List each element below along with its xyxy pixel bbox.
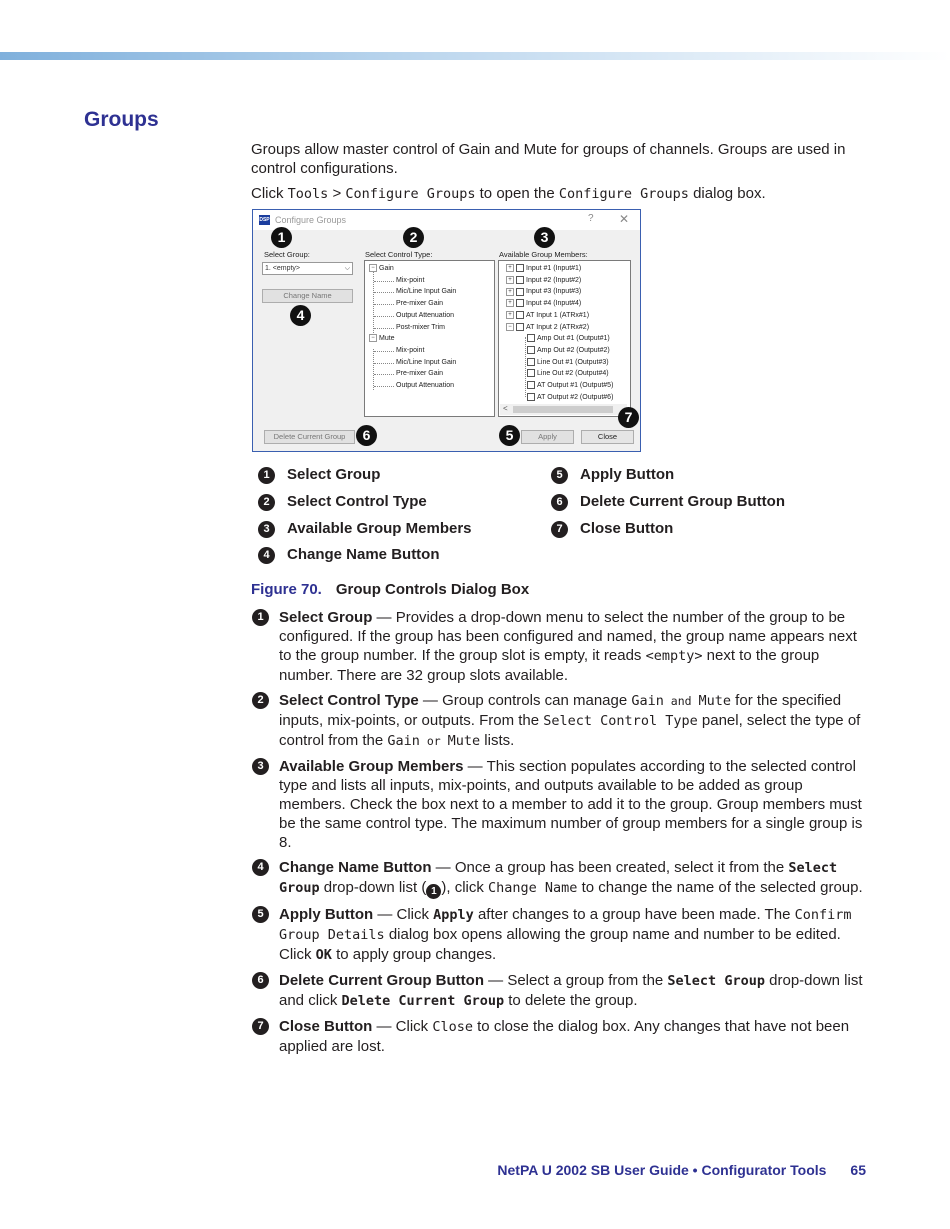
group-member-item[interactable] xyxy=(527,357,609,368)
select-group-value: 1. <empty> xyxy=(265,265,301,272)
app-icon: DSP xyxy=(259,217,270,223)
control-type-item[interactable] xyxy=(396,345,424,356)
control-type-label: Output Attenuation xyxy=(396,382,454,389)
group-member-item[interactable] xyxy=(506,322,589,333)
member-checkbox[interactable] xyxy=(527,346,535,354)
chevron-down-icon: ⌵ xyxy=(344,265,350,272)
expand-icon[interactable]: + xyxy=(506,276,514,284)
group-member-item[interactable] xyxy=(527,368,609,379)
description-3: 3 Available Group Members — This section populates according to the selected control type and lists all inputs, mix-points, and outputs available to be added as group members. Check the box next to a member to add it to the group. Group members must be the same control type. The maximum number of group members for a single group is 8. xyxy=(251,757,863,852)
callout-7: 7 xyxy=(618,407,639,428)
control-type-item[interactable] xyxy=(396,310,454,321)
control-type-label: Mic/Line Input Gain xyxy=(396,358,457,366)
figure-caption: Figure 70. Group Controls Dialog Box xyxy=(251,581,530,598)
change-name-button[interactable]: Change Name xyxy=(262,289,353,303)
delete-current-group-button[interactable]: Delete Current Group xyxy=(264,430,355,444)
collapse-icon[interactable]: − xyxy=(369,264,377,272)
expand-icon[interactable]: + xyxy=(506,288,514,296)
intro-paragraph-1: Groups allow master control of Gain and Mute for groups of channels. Groups are used in control configurations. xyxy=(251,141,846,177)
member-checkbox[interactable] xyxy=(516,323,524,331)
control-type-item[interactable] xyxy=(396,286,456,297)
group-member-label: AT Input 2 (ATRx#2) xyxy=(526,323,590,331)
control-type-label: Mic/Line Input Gain xyxy=(396,288,457,296)
member-checkbox[interactable] xyxy=(516,264,524,272)
configure-groups-dialog xyxy=(252,209,641,452)
legend-item-4: 4 Change Name Button xyxy=(258,546,440,564)
header-gradient-bar xyxy=(0,52,950,60)
expand-icon[interactable]: + xyxy=(506,264,514,272)
control-type-item[interactable] xyxy=(396,298,443,309)
group-member-item[interactable] xyxy=(506,263,581,274)
dialog-title: Configure Groups xyxy=(275,215,347,225)
descriptions-list xyxy=(251,608,863,1062)
control-type-label: Mix-point xyxy=(396,346,425,354)
control-type-item[interactable] xyxy=(396,380,454,391)
control-type-tree xyxy=(364,260,495,417)
legend-item-3: 3 Available Group Members xyxy=(258,520,472,538)
expand-icon[interactable]: + xyxy=(506,311,514,319)
horizontal-scrollbar[interactable] xyxy=(500,404,627,415)
member-checkbox[interactable] xyxy=(527,358,535,366)
expand-icon[interactable]: + xyxy=(506,299,514,307)
control-type-item[interactable] xyxy=(369,263,394,274)
group-member-label: Amp Out #1 (Output#1) xyxy=(537,335,610,343)
dialog-title-bar xyxy=(253,210,640,230)
group-member-item[interactable] xyxy=(506,298,581,309)
scroll-thumb[interactable] xyxy=(513,406,613,413)
group-member-item[interactable] xyxy=(527,345,610,356)
close-button[interactable]: Close xyxy=(581,430,634,444)
select-group-dropdown[interactable] xyxy=(262,262,353,275)
group-member-item[interactable] xyxy=(527,333,610,344)
group-member-label: Line Out #1 (Output#3) xyxy=(537,358,609,366)
group-member-label: Amp Out #2 (Output#2) xyxy=(537,346,610,354)
control-type-label: Mix-point xyxy=(396,276,425,284)
select-group-label: Select Group: xyxy=(264,250,310,259)
callout-6: 6 xyxy=(356,425,377,446)
member-checkbox[interactable] xyxy=(527,393,535,401)
tools-menu-ref: Tools xyxy=(287,186,329,202)
control-type-label: Pre-mixer Gain xyxy=(396,370,444,378)
group-member-item[interactable] xyxy=(506,286,581,297)
group-member-item[interactable] xyxy=(527,380,613,391)
description-1: 1 Select Group — Provides a drop-down menu to select the number of the group to be configured. If the group has been configured and named, the group name appears next to the group number. If the group slot is empty, it reads <empty> next to the group number. There are 32 group slots available. xyxy=(251,608,863,685)
control-type-item[interactable] xyxy=(396,368,443,379)
legend-item-2: 2 Select Control Type xyxy=(258,493,427,511)
callout-4: 4 xyxy=(290,305,311,326)
control-type-label: Output Attenuation xyxy=(396,311,454,319)
member-checkbox[interactable] xyxy=(516,276,524,284)
legend-item-1: 1 Select Group xyxy=(258,466,380,484)
control-type-label: Select Control Type: xyxy=(365,250,433,259)
callout-2: 2 xyxy=(403,227,424,248)
control-type-item[interactable] xyxy=(369,333,395,344)
group-member-label: Line Out #2 (Output#4) xyxy=(537,370,609,378)
configure-groups-menu-ref: Configure Groups xyxy=(345,186,476,202)
member-checkbox[interactable] xyxy=(516,299,524,307)
footer-title: NetPA U 2002 SB User Guide • Configurator Tools xyxy=(497,1162,827,1178)
description-2: 2 Select Control Type — Group controls can manage Gain and Mute for the specified inputs, mix-points, or outputs. From the Select Control Type panel, select the type of control from the Gain or Mute lists. xyxy=(251,691,863,751)
group-member-label: AT Input 1 (ATRx#1) xyxy=(526,311,590,319)
members-label: Available Group Members: xyxy=(499,250,588,259)
page-number: 65 xyxy=(850,1162,866,1178)
group-member-label: Input #1 (Input#1) xyxy=(526,265,582,272)
legend-item-7: 7 Close Button xyxy=(551,520,673,538)
description-4: 4 Change Name Button — Once a group has been created, select it from the Select Group drop-down list ( 1 ), click Change Name to change the name of the selected group. xyxy=(251,858,863,899)
description-7: 7 Close Button — Click Close to close the dialog box. Any changes that have not been applied are lost. xyxy=(251,1017,863,1056)
control-type-item[interactable] xyxy=(396,322,445,333)
member-checkbox[interactable] xyxy=(527,381,535,389)
group-member-label: Input #4 (Input#4) xyxy=(526,300,582,308)
control-type-label: Pre-mixer Gain xyxy=(396,300,444,308)
group-member-item[interactable] xyxy=(527,392,613,403)
close-icon[interactable]: ✕ xyxy=(619,212,630,226)
members-tree xyxy=(498,260,631,417)
group-member-label: AT Output #2 (Output#6) xyxy=(537,393,614,401)
page-footer xyxy=(497,1162,866,1178)
control-type-label: Mute xyxy=(379,335,395,343)
group-member-label: Input #3 (Input#3) xyxy=(526,288,582,296)
member-checkbox[interactable] xyxy=(527,369,535,377)
group-member-label: AT Output #1 (Output#5) xyxy=(537,382,614,389)
description-6: 6 Delete Current Group Button — Select a group from the Select Group drop-down list and click Delete Current Group to delete the group. xyxy=(251,971,863,1011)
member-checkbox[interactable] xyxy=(516,311,524,319)
intro-paragraph-2: Click Tools > Configure Groups to open the Configure Groups dialog box. xyxy=(251,185,766,202)
apply-button[interactable]: Apply xyxy=(521,430,574,444)
group-member-label: Input #2 (Input#2) xyxy=(526,276,582,284)
legend-item-5: 5 Apply Button xyxy=(551,466,674,484)
member-checkbox[interactable] xyxy=(527,334,535,342)
description-5: 5 Apply Button — Click Apply after changes to a group have been made. The Confirm Group Details dialog box opens allowing the group name and number to be edited. Click OK to apply group changes. xyxy=(251,905,863,965)
control-type-item[interactable] xyxy=(396,357,456,368)
collapse-icon[interactable]: − xyxy=(369,334,377,342)
group-member-item[interactable] xyxy=(506,310,589,321)
control-type-label: Gain xyxy=(379,265,394,272)
callout-1: 1 xyxy=(271,227,292,248)
group-member-item[interactable] xyxy=(506,275,581,286)
legend-item-6: 6 Delete Current Group Button xyxy=(551,493,785,511)
member-checkbox[interactable] xyxy=(516,288,524,296)
scroll-left-icon[interactable]: < xyxy=(503,404,508,413)
callout-5: 5 xyxy=(499,425,520,446)
control-type-item[interactable] xyxy=(396,275,424,286)
section-heading: Groups xyxy=(84,108,159,131)
control-type-label: Post-mixer Trim xyxy=(396,323,445,331)
help-icon[interactable]: ? xyxy=(588,213,594,224)
intro-text xyxy=(251,140,866,210)
callout-3: 3 xyxy=(534,227,555,248)
configure-groups-dialog-ref: Configure Groups xyxy=(558,186,689,202)
collapse-icon[interactable]: − xyxy=(506,323,514,331)
